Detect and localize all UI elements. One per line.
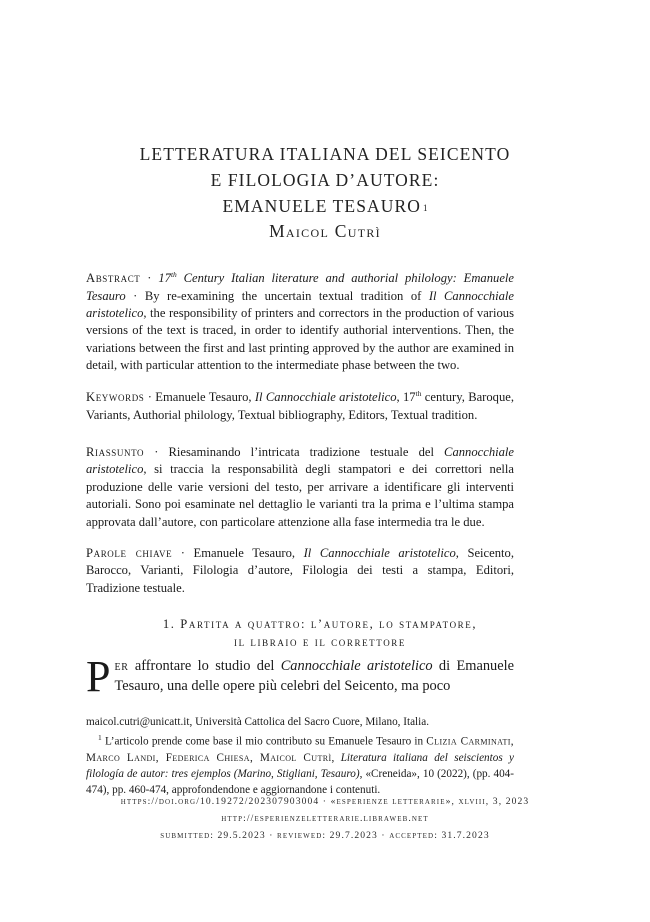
abstract-work: Il Cannocchiale aristotelico	[86, 288, 514, 320]
section-heading	[86, 615, 554, 651]
footnote-book: Literatura italiana del seiscientos y filología de autor: tres ejemplos (Marino, Stigliani, Tesauro)	[86, 751, 514, 780]
footnote-text-2: , «Creneida», 10 (2022), (pp. 404-474), pp. 460-474, approfondendone e aggiornandone i contenuti.	[86, 767, 514, 796]
riassunto-paragraph	[86, 444, 514, 531]
keywords-text: century, Baroque, Variants, Authorial philology, Textual bibliography, Editors, Textual tradition.	[86, 390, 515, 422]
journal-url[interactable]: http://esperienzeletterarie.libraweb.net	[221, 813, 429, 824]
abstract-sep-2: · By re-examining the uncertain textual tradition of	[125, 288, 429, 303]
keywords-sup: th	[415, 389, 422, 398]
keywords-label: Keywords	[86, 390, 145, 405]
article-title	[60, 141, 590, 219]
abstract-paragraph	[86, 266, 514, 375]
parole-work: Il Cannocchiale aristotelico	[303, 546, 456, 560]
body-paragraph	[86, 652, 514, 701]
body-work: Cannocchiale aristotelico	[280, 658, 433, 674]
author-email-note	[86, 714, 514, 730]
parole-sep: · Emanuele Tesauro,	[172, 546, 304, 560]
keywords-mid: , 17	[396, 390, 416, 405]
keywords-work: Il Cannocchiale aristotelico	[254, 390, 397, 405]
footnote-sep: ,	[331, 751, 341, 764]
riassunto-text: , si traccia la responsabilità degli stampatori e dei correttori nella produzione delle varie versioni del testo, per arrivare a identificare gli interventi autoriali. Sono poi esaminate nel dettaglio le varianti tra la prima e l’ultima stampa approvata dall’autore, con particolare attenzione alla fase intermedia tra le due.	[86, 462, 514, 529]
abstract-label: Abstract	[86, 271, 141, 286]
title-line-3	[60, 193, 590, 219]
parole-text: , Seicento, Barocco, Varianti, Filologia d’autore, Filologia dei testi a stampa, Editori, Tradizione testuale.	[86, 546, 514, 595]
riassunto-work: Cannocchiale aristotelico	[86, 445, 514, 477]
footnote-1	[86, 730, 514, 798]
abstract-title-sup: th	[170, 270, 177, 279]
abstract-text: , the responsibility of printers and correctors in the production of various versions of the text is traced, in order to identify authorial interventions. Then, the variations between the first and last printing approved by the author are examined in detail, with particular attention to the intermediate phase between the two.	[86, 306, 514, 373]
riassunto-sep: · Riesaminando l’intricata tradizione testuale del	[144, 445, 445, 459]
author-email[interactable]: maicol.cutri@unicatt.it, Università Cattolica del Sacro Cuore, Milano, Italia.	[86, 716, 430, 728]
submission-dates: submitted: 29.5.2023 · reviewed: 29.7.2023 · accepted: 31.7.2023	[160, 830, 490, 841]
body-text-1: affrontare lo studio del	[128, 658, 281, 674]
section-heading-line-2: il libraio e il correttore	[233, 635, 406, 649]
parole-chiave-paragraph	[86, 545, 514, 597]
abstract-title: Century Italian literature and authorial philology: Emanuele Tesauro	[86, 271, 514, 303]
keywords-sep: · Emanuele Tesauro,	[144, 390, 255, 405]
title-line-2: E FILOLOGIA D’AUTORE:	[210, 170, 440, 190]
parole-label: Parole chiave	[86, 546, 173, 560]
doi-line[interactable]: https://doi.org/10.19272/202307903004 · «esperienze letterarie», xlviii, 3, 2023	[120, 796, 530, 807]
title-line-3-text: EMANUELE TESAURO	[222, 196, 422, 216]
footnote-text-1: L’articolo prende come base il mio contributo su Emanuele Tesauro in	[101, 735, 427, 748]
footnote-names: Clizia Carminati, Marco Landi, Federica Chiesa, Maicol Cutrì	[86, 735, 514, 764]
keywords-paragraph	[86, 385, 514, 424]
title-footnote-mark[interactable]: 1	[423, 203, 428, 213]
footnote-mark: 1	[98, 733, 102, 742]
abstract-sep: ·	[140, 271, 159, 286]
author-name: Maicol Cutrì	[269, 221, 381, 241]
abstract-title-num: 17	[158, 271, 171, 286]
body-text-2: di Emanuele Tesauro, una delle opere più celebri del Seicento, ma poco	[114, 658, 514, 694]
riassunto-label: Riassunto	[86, 445, 145, 459]
drop-cap: P	[86, 652, 111, 701]
section-heading-line-1: 1. Partita a quattro: l’autore, lo stampatore,	[162, 617, 478, 631]
body-lead: er	[114, 658, 129, 674]
title-line-1: LETTERATURA ITALIANA DEL SEICENTO	[139, 144, 511, 164]
